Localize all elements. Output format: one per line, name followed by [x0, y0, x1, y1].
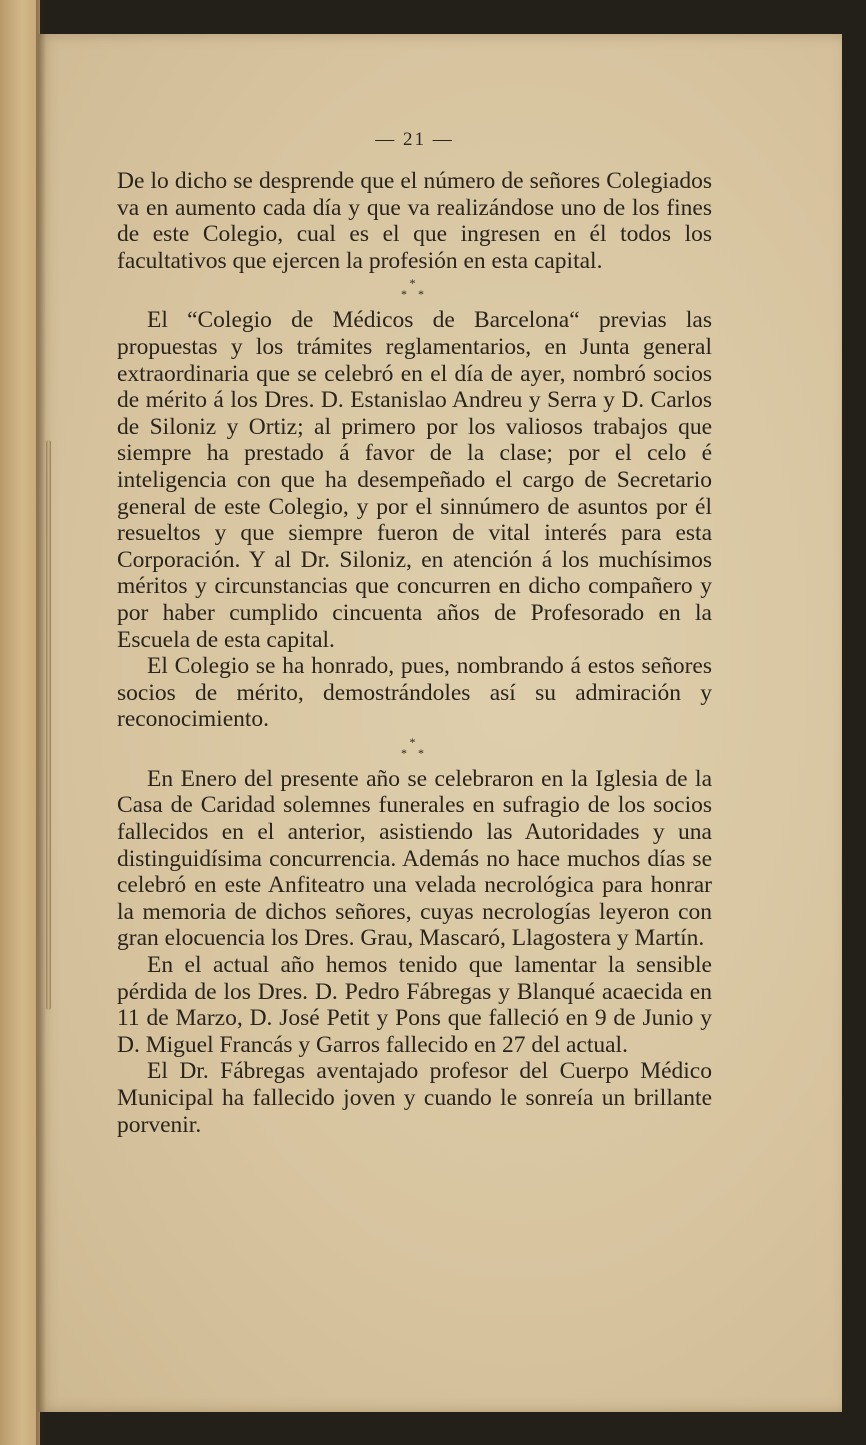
page-text [117, 130, 712, 1138]
paragraph-socios-merito: El “Colegio de Médicos de Barcelona“ previas las propuestas y los trámites reglamentarios, en Junta general extraordinaria que se celebró en el día de ayer, nombró socios de mérito á los Dres. D. Estanislao Andreu y Serra y D. Carlos de Siloniz y Ortiz; al primero por los valiosos trabajos que siempre ha prestado á favor de la clase; por el celo é inteligencia con que ha desempeñado el cargo de Secretario general de este Colegio, y por el sinnúmero de asuntos por él resueltos y que siempre fueron de vital interés para esta Corporación. Y al Dr. Siloniz, en atención á los muchísimos méritos y circunstancias que concurren en dicho compañero y por haber cumplido cincuenta años de Profesorado en la Escuela de esta capital. [117, 307, 712, 653]
paragraph-fabregas: El Dr. Fábregas aventajado profesor del Cuerpo Médico Municipal ha fallecido joven y cuando le sonreía un brillante porvenir. [117, 1058, 712, 1138]
paragraph-colegiados: De lo dicho se desprende que el número de señores Colegiados va en aumento cada día y que va realizándose uno de los fines de este Colegio, cual es el que ingresen en él todos los facultativos que ejercen la profesión en esta capital. [117, 168, 712, 274]
separator-bottom: * * [401, 745, 428, 760]
separator-top: * [409, 734, 420, 749]
page-number: — 21 — [375, 129, 454, 150]
paragraph-funerales: En Enero del presente año se celebraron en la Iglesia de la Casa de Caridad solemnes funerales en sufragio de los socios fallecidos en el anterior, asistiendo las Autoridades y una distinguidísima concurrencia. Además no hace muchos días se celebró en este Anfiteatro una velada necrológica para honrar la memoria de dichos señores, cuyas necrologías leyeron con gran elocuencia los Dres. Grau, Mascaró, Llagostera y Martín. [117, 765, 712, 952]
section-separator [117, 278, 712, 300]
paragraph-honrado: El Colegio se ha honrado, pues, nombrando á estos señores socios de mérito, demostrándoles así su admiración y reconocimiento. [117, 653, 712, 733]
paragraph-perdida: En el actual año hemos tenido que lamentar la sensible pérdida de los Dres. D. Pedro Fábregas y Blanqué acaecida en 11 de Marzo, D. José Petit y Pons que falleció en 9 de Junio y D. Miguel Francás y Garros fallecido en 27 del actual. [117, 952, 712, 1058]
book-spine [0, 0, 40, 1445]
section-separator [117, 734, 712, 760]
binding-thread [46, 440, 51, 1010]
separator-top: * [409, 276, 420, 291]
gutter-shadow [36, 0, 46, 1445]
separator-bottom: * * [401, 287, 428, 302]
